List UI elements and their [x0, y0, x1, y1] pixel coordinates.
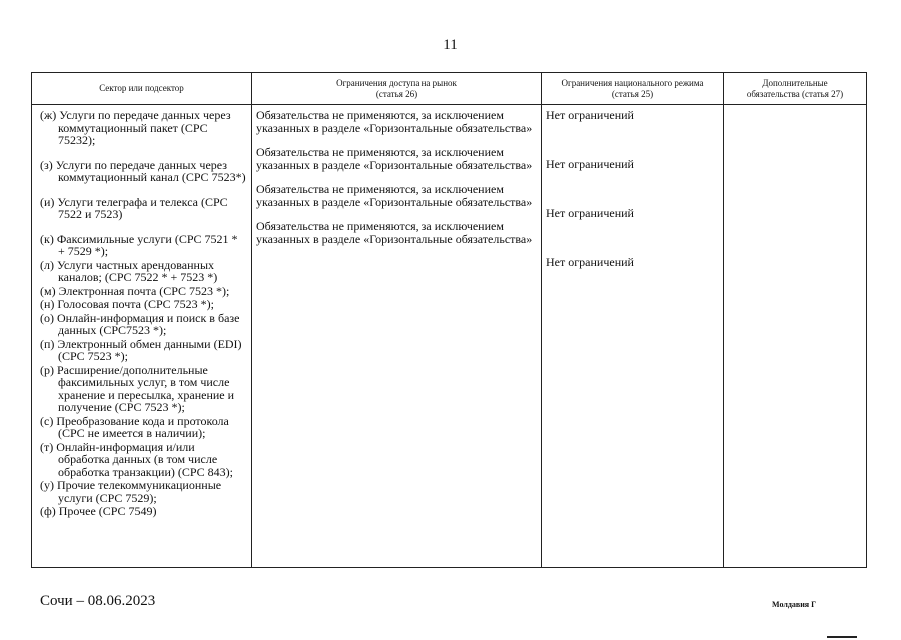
header-national-treatment: Ограничения национального режима (статья 25): [542, 73, 724, 105]
national-treatment-text: Нет ограничений: [546, 108, 634, 122]
national-treatment-text: Нет ограничений: [546, 255, 634, 269]
footer-place-date: Сочи – 08.06.2023: [40, 593, 156, 609]
corner-mark: [827, 636, 857, 638]
sector-item: (з) Услуги по передаче данных через коммутационный канал (CPC 7523*): [40, 157, 246, 184]
market-access-cell: [252, 105, 542, 568]
national-treatment-text: Нет ограничений: [546, 157, 634, 171]
national-treatment-cell: [542, 105, 724, 568]
footer-country: Молдавия Г: [772, 600, 817, 609]
sector-item: (у) Прочие телекоммуникационные услуги (CPC 7529);: [40, 478, 222, 505]
sector-item: (н) Голосовая почта (CPC 7523 *);: [40, 297, 214, 311]
sector-item: (л) Услуги частных арендованных каналов; (CPC 7522 * + 7523 *): [40, 257, 218, 284]
sector-item: (м) Электронная почта (CPC 7523 *);: [40, 283, 230, 298]
sector-item: (с) Преобразование кода и протокола (CPC не имеется в наличии);: [40, 413, 229, 440]
sector-item: (о) Онлайн-информация и поиск в базе данных (CPC7523 *);: [40, 310, 240, 337]
header-additional: Дополнительные обязательства (статья 27): [724, 73, 867, 105]
market-access-text: Обязательства не применяются, за исключением указанных в разделе «Горизонтальные обязательства»: [256, 219, 533, 246]
header-sector: Сектор или подсектор: [32, 73, 252, 105]
national-treatment-text: Нет ограничений: [546, 206, 634, 220]
header-market-access: Ограничения доступа на рынок (статья 26): [252, 73, 542, 105]
market-access-text: Обязательства не применяются, за исключением указанных в разделе «Горизонтальные обязательства»: [256, 182, 533, 209]
market-access-text: Обязательства не применяются, за исключением указанных в разделе «Горизонтальные обязательства»: [256, 145, 533, 172]
table-header-row: [32, 73, 867, 105]
market-access-text: Обязательства не применяются, за исключением указанных в разделе «Горизонтальные обязательства»: [256, 108, 533, 135]
sector-cell: [32, 105, 252, 568]
sector-item: (п) Электронный обмен данными (EDI) (CPC 7523 *);: [40, 336, 242, 363]
commitments-table: [31, 72, 867, 568]
table-body-row: [32, 105, 867, 568]
sector-item: (и) Услуги телеграфа и телекса (CPC 7522 и 7523): [40, 194, 228, 221]
sector-item: (р) Расширение/дополнительные факсимильных услуг, в том числе хранение и пересылка, хранение и получение (CPC 7523 *);: [40, 362, 235, 414]
sector-item: (ж) Услуги по передаче данных через коммутационный пакет (CPC 75232);: [40, 108, 231, 147]
sector-item: (т) Онлайн-информация и/или обработка данных (в том числе обработка транзакции) (CPC 843);: [40, 439, 233, 479]
page-number: 11: [443, 37, 458, 53]
additional-cell: [724, 105, 867, 568]
sector-item: (к) Факсимильные услуги (CPC 7521 * + 7529 *);: [40, 231, 238, 258]
sector-item: (ф) Прочее (CPC 7549): [40, 504, 157, 518]
